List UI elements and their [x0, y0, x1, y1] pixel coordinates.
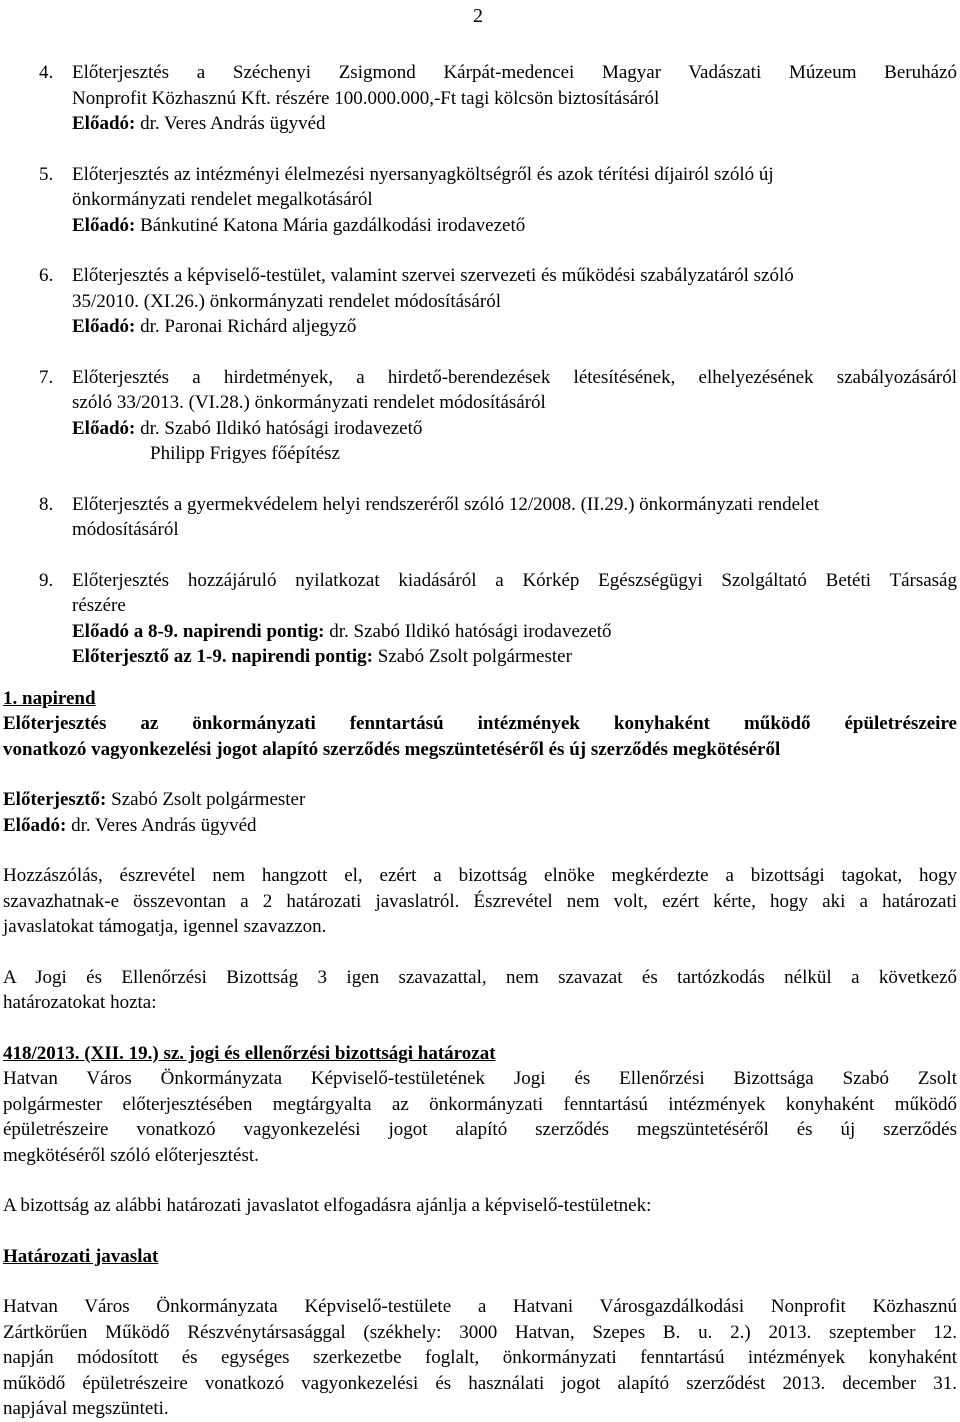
- proposer-name: Szabó Zsolt polgármester: [373, 646, 572, 667]
- agenda-item-number: 5.: [39, 163, 54, 185]
- section-title-line: vonatkozó vagyonkezelési jogot alapító szerződés megszüntetéséről és új szerződés megkötéséről: [3, 738, 781, 760]
- agenda-item-line: Előterjesztés a Széchenyi Zsigmond Kárpát-medencei Magyar Vadászati Múzeum Beruházó: [72, 62, 957, 83]
- agenda-item-7: [3, 365, 957, 467]
- agenda-item-line: Előterjesztés hozzájáruló nyilatkozat kiadásáról a Kórkép Egészségügyi Szolgáltató Betéti Társaság: [72, 569, 957, 591]
- resolution-paragraph: [3, 1066, 957, 1168]
- paragraph-line: Hatvan Város Önkormányzata Képviselő-testületének Jogi és Ellenőrzési Bizottsága Szabó Zsolt: [3, 1068, 957, 1089]
- agenda-item-line: szóló 33/2013. (VI.28.) önkormányzati rendelet módosításáról: [72, 392, 546, 413]
- presenter-label: Előadó:: [72, 316, 136, 337]
- proposal-heading: Határozati javaslat: [3, 1245, 159, 1267]
- presenter-name: dr. Szabó Ildikó hatósági irodavezető: [324, 620, 612, 642]
- agenda-item-9: [3, 568, 957, 670]
- agenda-item-4: [3, 60, 957, 137]
- agenda-item-presenter: [72, 111, 957, 137]
- paragraph-line: szavazhatnak-e összevontan a 2 határozati javaslatról. Észrevétel nem volt, ezért kérte, hogy aki a határozati: [3, 890, 957, 912]
- presenter-label: Előadó:: [3, 814, 67, 836]
- agenda-item-8: [3, 492, 957, 543]
- paragraph-line: épületrészeire vonatkozó vagyonkezelési jogot alapító szerződés megszüntetéséről és új szerződés: [3, 1119, 957, 1140]
- proposer-name: Szabó Zsolt polgármester: [106, 789, 306, 810]
- section-presenter: [3, 813, 957, 839]
- agenda-item-presenter: [72, 619, 957, 645]
- agenda-item-line: önkormányzati rendelet megalkotásáról: [72, 189, 373, 210]
- agenda-item-line: módosításáról: [72, 519, 179, 540]
- proposer-label: Előterjesztő az 1-9. napirendi pontig:: [72, 646, 373, 667]
- agenda-item-6: [3, 263, 957, 340]
- vote-paragraph: [3, 965, 957, 1016]
- proposer-label: Előterjesztő:: [3, 789, 107, 810]
- agenda-item-line: 35/2010. (XI.26.) önkormányzati rendelet módosításáról: [72, 290, 501, 312]
- agenda-item-presenter: [72, 416, 957, 442]
- agenda-item-proposer: [72, 644, 957, 670]
- paragraph-line: polgármester előterjesztésében megtárgyalta az önkormányzati fenntartású intézmények konyhaként működő: [3, 1093, 957, 1115]
- agenda-item-presenter: [72, 213, 957, 239]
- agenda-item-number: 7.: [39, 366, 54, 388]
- presenter-label: Előadó:: [72, 113, 136, 134]
- paragraph-line: Hatvan Város Önkormányzata Képviselő-testülete a Hatvani Városgazdálkodási Nonprofit Közhasznú: [3, 1296, 957, 1317]
- agenda-item-number: 4.: [39, 62, 54, 83]
- section-heading: 1. napirend: [3, 687, 96, 709]
- agenda-item-5: [3, 162, 957, 239]
- paragraph-line: működő épületrészeire vonatkozó vagyonkezelési és használati jogot alapító szerződést 2013. december 31.: [3, 1372, 957, 1394]
- presenter-name: dr. Szabó Ildikó hatósági irodavezető: [135, 417, 423, 439]
- page-number: 2: [473, 5, 483, 27]
- presenter-name: dr. Veres András ügyvéd: [135, 113, 326, 134]
- discussion-paragraph: [3, 863, 957, 940]
- presenter-name: dr. Paronai Richárd aljegyző: [135, 316, 357, 337]
- presenter-label: Előadó:: [72, 417, 136, 439]
- paragraph-line: megkötéséről szóló előterjesztést.: [3, 1144, 259, 1166]
- agenda-item-number: 9.: [39, 569, 54, 591]
- agenda-item-presenter-2: Philipp Frigyes főépítész: [150, 443, 340, 464]
- agenda-item-number: 8.: [39, 493, 54, 515]
- agenda-item-line: Előterjesztés a képviselő-testület, valamint szervei szervezeti és működési szabályzatáról szóló: [72, 265, 794, 286]
- paragraph-line: napján módosított és egységes szerkezetbe foglalt, önkormányzati fenntartású intézmények konyhaként: [3, 1347, 957, 1368]
- paragraph-line: határozatokat hozta:: [3, 992, 157, 1013]
- paragraph-line: Hozzászólás, észrevétel nem hangzott el, ezért a bizottság elnöke megkérdezte a bizottsági tagokat, hogy: [3, 865, 957, 886]
- agenda-item-number: 6.: [39, 265, 54, 286]
- presenter-name: dr. Veres András ügyvéd: [66, 814, 257, 836]
- agenda-item-presenter: [72, 314, 957, 340]
- agenda-item-line: Nonprofit Közhasznú Kft. részére 100.000.000,-Ft tagi kölcsön biztosításáról: [72, 87, 660, 109]
- recommendation-text: A bizottság az alábbi határozati javaslatot elfogadásra ajánlja a képviselő-testületnek:: [3, 1195, 652, 1216]
- presenter-label: Előadó:: [72, 214, 136, 236]
- agenda-section: [3, 686, 957, 1422]
- section-title-line: Előterjesztés az önkormányzati fenntartású intézmények konyhaként működő épületrészeire: [3, 713, 957, 734]
- resolution-title: 418/2013. (XII. 19.) sz. jogi és ellenőrzési bizottsági határozat: [3, 1042, 496, 1064]
- presenter-name: Bánkutiné Katona Mária gazdálkodási irodavezető: [135, 214, 526, 236]
- proposal-paragraph: [3, 1294, 957, 1422]
- paragraph-line: napjával megszünteti.: [3, 1398, 169, 1419]
- paragraph-line: Zártkörűen Működő Részvénytársasággal (székhely: 3000 Hatvan, Szepes B. u. 2.) 2013. szeptember 12.: [3, 1321, 957, 1343]
- agenda-item-line: Előterjesztés az intézményi élelmezési nyersanyagköltségről és azok térítési díjairól szóló új: [72, 163, 774, 185]
- agenda-item-line: részére: [72, 595, 126, 616]
- presenter-label: Előadó a 8-9. napirendi pontig:: [72, 620, 325, 642]
- agenda-item-line: Előterjesztés a gyermekvédelem helyi rendszeréről szóló 12/2008. (II.29.) önkormányzati rendelet: [72, 493, 820, 515]
- section-proposer: [3, 787, 957, 813]
- agenda-item-line: Előterjesztés a hirdetmények, a hirdető-berendezések létesítésének, elhelyezésének szabályozásáról: [72, 366, 957, 388]
- paragraph-line: javaslatokat támogatja, igennel szavazzon.: [3, 916, 327, 937]
- document-body: [3, 60, 957, 1422]
- paragraph-line: A Jogi és Ellenőrzési Bizottság 3 igen szavazattal, nem szavazat és tartózkodás nélkül a következő: [3, 966, 957, 988]
